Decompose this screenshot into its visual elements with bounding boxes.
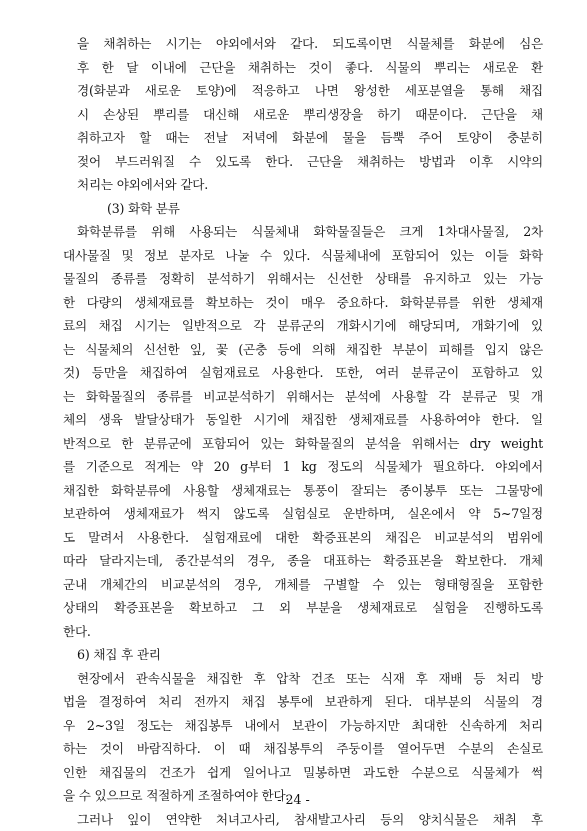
text-line: 채집한 화학분류에 사용할 생체재료는 통풍이 잘되는 종이봉투 또는 그물망에 (63, 479, 543, 503)
text-line: 을 채취하는 시기는 야외에서와 같다. 되도록이면 식물체를 화분에 심은 (63, 32, 543, 56)
text-line: 을 수 있으므로 적절하게 조절하여야 한다. (63, 784, 543, 808)
page-body (63, 32, 543, 831)
text-line: 하는 것이 바람직하다. 이 때 채집봉투의 주둥이를 열어두면 수분의 손실로 (63, 737, 543, 761)
text-line: 젖어 부드러워질 수 있도록 한다. 근단을 채취하는 방법과 이후 시약의 (63, 150, 543, 174)
text-line: 후 한 달 이내에 근단을 채취하는 것이 좋다. 식물의 뿌리는 새로운 환 (63, 56, 543, 80)
text-line: 취하고자 할 때는 전날 저녁에 화분에 물을 듬뿍 주어 토양이 충분히 (63, 126, 543, 150)
text-line: 물질의 종류를 정확히 분석하기 위해서는 신선한 상태를 유지하고 있는 가능 (63, 267, 543, 291)
text-line: 체의 생육 발달상태가 동일한 시기에 채집한 생체재료를 사용하여야 한다. 일 (63, 408, 543, 432)
page-number: - 24 - (0, 792, 587, 807)
text-line: 보관하여 생체재료가 썩지 않도록 실험실로 운반하며, 실온에서 약 5~7일정 (63, 502, 543, 526)
text-line: 현장에서 관속식물을 채집한 후 압착 건조 또는 식재 후 재배 등 처리 방 (63, 667, 543, 691)
text-line: 그러나 잎이 연약한 처녀고사리, 참새발고사리 등의 양치식물은 채취 후 (63, 808, 543, 831)
text-line: 는 화학물질의 종류를 비교분석하기 위해서는 분석에 사용할 각 분류군 및 개 (63, 385, 543, 409)
paragraph-root-sampling (63, 32, 543, 197)
section-heading-chemical-classification: (3) 화학 분류 (63, 197, 543, 221)
text-line: 군내 개체간의 비교분석의 경우, 개체를 구별할 수 있는 형태형질을 포함한 (63, 573, 543, 597)
text-line: 한다. (63, 620, 543, 644)
text-line: 우 2~3일 정도는 채집봉투 내에서 보관이 가능하지만 최대한 신속하게 처리 (63, 714, 543, 738)
text-line: 따라 달라지는데, 종간분석의 경우, 종을 대표하는 확증표본을 확보한다. 개체 (63, 549, 543, 573)
text-line: 료의 채집 시기는 일반적으로 각 분류군의 개화시기에 해당되며, 개화기에 있 (63, 314, 543, 338)
text-line: 도 말려서 사용한다. 실험재료에 대한 확증표본의 채집은 비교분석의 범위에 (63, 526, 543, 550)
text-line: 경(화분과 새로운 토양)에 적응하고 나면 왕성한 세포분열을 통해 채집 (63, 79, 543, 103)
text-line: 처리는 야외에서와 같다. (63, 173, 543, 197)
text-line: 한 다량의 생체재료를 확보하는 것이 매우 중요하다. 화학분류를 위한 생체재 (63, 291, 543, 315)
text-line: 를 기준으로 적게는 약 20 g부터 1 kg 정도의 식물체가 필요하다. 야외에서 (63, 455, 543, 479)
text-line: 인한 채집물의 건조가 쉽게 일어나고 밀봉하면 과도한 수분으로 식물체가 썩 (63, 761, 543, 785)
paragraph-chemical-classification (63, 220, 543, 643)
text-line: 시 손상된 뿌리를 대신해 새로운 뿌리생장을 하기 때문이다. 근단을 채 (63, 103, 543, 127)
text-line: 상태의 확증표본을 확보하고 그 외 부분을 생체재료로 실험을 진행하도록 (63, 596, 543, 620)
paragraph-post-collection-care (63, 667, 543, 808)
text-line: 것) 등만을 채집하여 실험재료로 사용한다. 또한, 여러 분류군이 포함하고 있 (63, 361, 543, 385)
text-line: 반적으로 한 분류군에 포함되어 있는 화학물질의 분석을 위해서는 dry weight (63, 432, 543, 456)
text-line: 대사물질 및 정보 분자로 나눌 수 있다. 식물체내에 포함되어 있는 이들 화학 (63, 244, 543, 268)
text-line: 법을 결정하여 처리 전까지 채집 봉투에 보관하게 된다. 대부분의 식물의 경 (63, 690, 543, 714)
paragraph-fern-handling (63, 808, 543, 831)
text-line: 는 식물체의 신선한 잎, 꽃 (곤충 등에 의해 채집한 부분이 피해를 입지 않은 (63, 338, 543, 362)
section-heading-post-collection-care: 6) 채집 후 관리 (63, 643, 543, 667)
text-line: 화학분류를 위해 사용되는 식물체내 화학물질들은 크게 1차대사물질, 2차 (63, 220, 543, 244)
